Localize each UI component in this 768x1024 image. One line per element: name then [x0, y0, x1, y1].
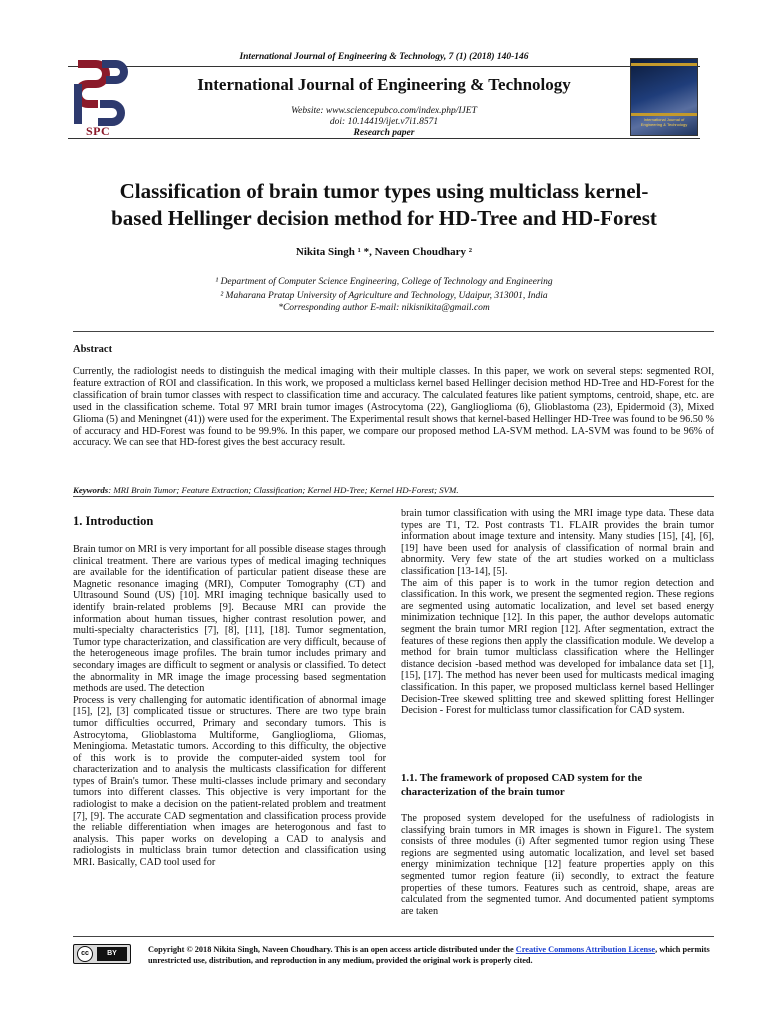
- right-column-lower: [401, 813, 714, 917]
- right-column: [401, 508, 714, 717]
- paragraph: The aim of this paper is to work in the tumor region detection and classification. In this work, we present the segmented region. These regions are segmented using automatic localization, and level set based energy minimization technique [12]. In this paper, the author develops automatic segment the brain tumor MRI region [12]. After segmentation, extract the features of these regions then apply the classification module. We develop a method for brain tumor multiclass classification where the Hellinger distance decision -based method was developed for imbalance data set [1], [15], [17]. The method has never been used for multicasts medical imaging classification. In this paper, we proposed multiclass kernel based Hellinger Decision-Tree skewed splitting tree and skewed splitting forest Hellinger Decision - Forest for multiclass tumor classification for CAD system.: [401, 577, 714, 717]
- cc-by-icon: BY: [97, 947, 127, 961]
- paragraph: Process is very challenging for automatic identification of abnormal image [15], [2], [3] complicated tissue or structures. There are two type brain tumor difficulties occurred, Primary and secondary tumors. This is Astrocytoma, Glioblastoma Multiforme, Ganglioglioma, Gliomas, Meningioma. Metastatic tumors. According to this difficulty, the objective of this work is to provide the computer-aided system tool for characterization and to analysis the multicasts classification for different types of Brain's tumor. These multi-classes include primary and secondary tumors into different classes. This objective is very important for the radiologist to make a decision on the patient-related problem and treatment [7], [9]. The accurate CAD segmentation and classification process provide the reliable differentiation when images are heterogonous and fast to analysis. This paper works on developing a CAD to analysis and radiologists in multiclass brain tumor detection and classification using MRI. Basically, CAD tool used for: [73, 694, 386, 869]
- cover-stripe: [631, 63, 697, 66]
- cover-title: International Journal of Engineering & Technology: [640, 117, 688, 127]
- keywords-list: : MRI Brain Tumor; Feature Extraction; Classification; Kernel HD-Tree; Kernel HD-Forest; SVM.: [108, 485, 459, 495]
- corresponding-author: *Corresponding author E-mail: nikisnikita@gmail.com: [278, 303, 490, 313]
- abstract-rule-top: [73, 331, 714, 332]
- journal-doi[interactable]: doi: 10.14419/ijet.v7i1.8571: [329, 117, 439, 127]
- creative-commons-badge[interactable]: [73, 944, 131, 964]
- paper-type: Research paper: [353, 128, 415, 138]
- keywords-label: Keywords: [73, 485, 109, 495]
- header-rule-top: [68, 66, 700, 67]
- journal-website[interactable]: Website: www.sciencepubco.com/index.php/IJET: [291, 106, 477, 116]
- paragraph: Brain tumor on MRI is very important for all possible disease stages through clinical treatment. There are various types of medical imaging techniques are available for the identification of particular patient disease these are Magnetic resonance imaging (MRI), Computer Tomography (CT) and Ultrasound Sound (US) [10]. MRI imaging technique basically used to identify brain-related problems [9]. Because MRI can provide the information about human tissues, higher contrast resolution power, and multi-specialty characteristics [7], [8], [11], [18]. Tumor segmentation, Tumor type characterization, and classification are very difficult, because of the heterogeneous image profiles. The brain tumor includes primary and secondary images are difficult to segment or analysis or classified. To detect the abnormality in MR image the image processing based segmentation methods are used. The detection: [73, 544, 386, 695]
- affiliation-1: ¹ Department of Computer Science Engineering, College of Technology and Engineering: [215, 277, 553, 287]
- abstract-heading: Abstract: [73, 344, 113, 355]
- paper-title: [80, 178, 688, 232]
- affiliation-2: ² Maharana Pratap University of Agriculture and Technology, Udaipur, 313001, India: [220, 291, 548, 301]
- journal-title: International Journal of Engineering & Technology: [197, 75, 571, 94]
- paper-title-line: based Hellinger decision method for HD-Tree and HD-Forest: [111, 206, 657, 230]
- keywords: [73, 485, 714, 495]
- cover-stripe: [631, 113, 697, 116]
- spc-logo-text: SPC: [86, 124, 111, 138]
- footer-rule: [73, 936, 714, 937]
- cc-icon: cc: [77, 946, 93, 962]
- copyright-notice: [148, 944, 716, 966]
- abstract-rule-bottom: [73, 496, 714, 497]
- abstract-body: Currently, the radiologist needs to distinguish the medical imaging with their multiple classes. In this paper, we work on several steps: segmented ROI, feature extraction of ROI and classification. In this work, we proposed a multiclass kernel based Hellinger decision method HD-Tree and HD-Forest for the classification of brain tumor classes with respect to classification time and accuracy. The calculated features like patient symptoms, centroid, shape, etc. are used in the classification scheme. Total 97 MRI brain tumor images (Astrocytoma (22), Ganglioglioma (6), Glioblastoma (23), Epidermoid (3), Mixed Glioma (5) and Meningnet (41)) were used for the experiment. The Experimental result shows that kernel-based Hellinger HD-Tree was found to be 96.50 % of accuracy and HD-Forest was found to be 99.9%. In this paper, we compare our proposed method LA-SVM method. LA-SVM was found to be 96% of accuracy. We can see that HD-forest gives the best accuracy result.: [73, 366, 714, 449]
- left-column: [73, 544, 386, 869]
- journal-citation: International Journal of Engineering & Technology, 7 (1) (2018) 140-146: [239, 52, 529, 62]
- authors: Nikita Singh ¹ *, Naveen Choudhary ²: [295, 246, 473, 258]
- paper-title-line: Classification of brain tumor types using multiclass kernel-: [119, 179, 649, 203]
- license-link[interactable]: Creative Commons Attribution License: [515, 945, 656, 954]
- copyright-text: Copyright © 2018 Nikita Singh, Naveen Choudhary. This is an open access article distributed under the: [148, 945, 516, 954]
- subsection-heading: 1.1. The framework of proposed CAD system for the characterization of the brain tumor: [401, 772, 643, 798]
- header-rule-bottom: [68, 138, 700, 139]
- journal-cover-image: [630, 58, 698, 136]
- section-heading-introduction: 1. Introduction: [73, 514, 154, 528]
- paragraph: brain tumor classification with using the MRI image type data. These data types are T1, T2. Post contrasts T1. FLAIR provides the brain tumor information about image texture and intensity. Many studies [15], [4], [6], [19] have been used for analysis of classification of normal brain and abnormity. Very few state of the art studies worked on a multiclass classification [13-14], [5].: [401, 508, 714, 577]
- paragraph: The proposed system developed for the usefulness of radiologists in classifying brain tumors in MR images is shown in Figure1. The system consists of three modules (i) After segmented tumor region using These regions are segmented using automatic localization, and level set based energy minimization technique [12] feature properties apply on this segmented tumor region feature (ii) secondly, to extract the feature properties of these tumors. Features such as centroid, shape, areas are calculated from the segmented tumor. And documented patient symptoms are taken: [401, 813, 714, 917]
- copyright-text-rest: , which permits unrestricted use, distribution, and reproduction in any medium, provided the original work is properly cited.: [148, 945, 710, 965]
